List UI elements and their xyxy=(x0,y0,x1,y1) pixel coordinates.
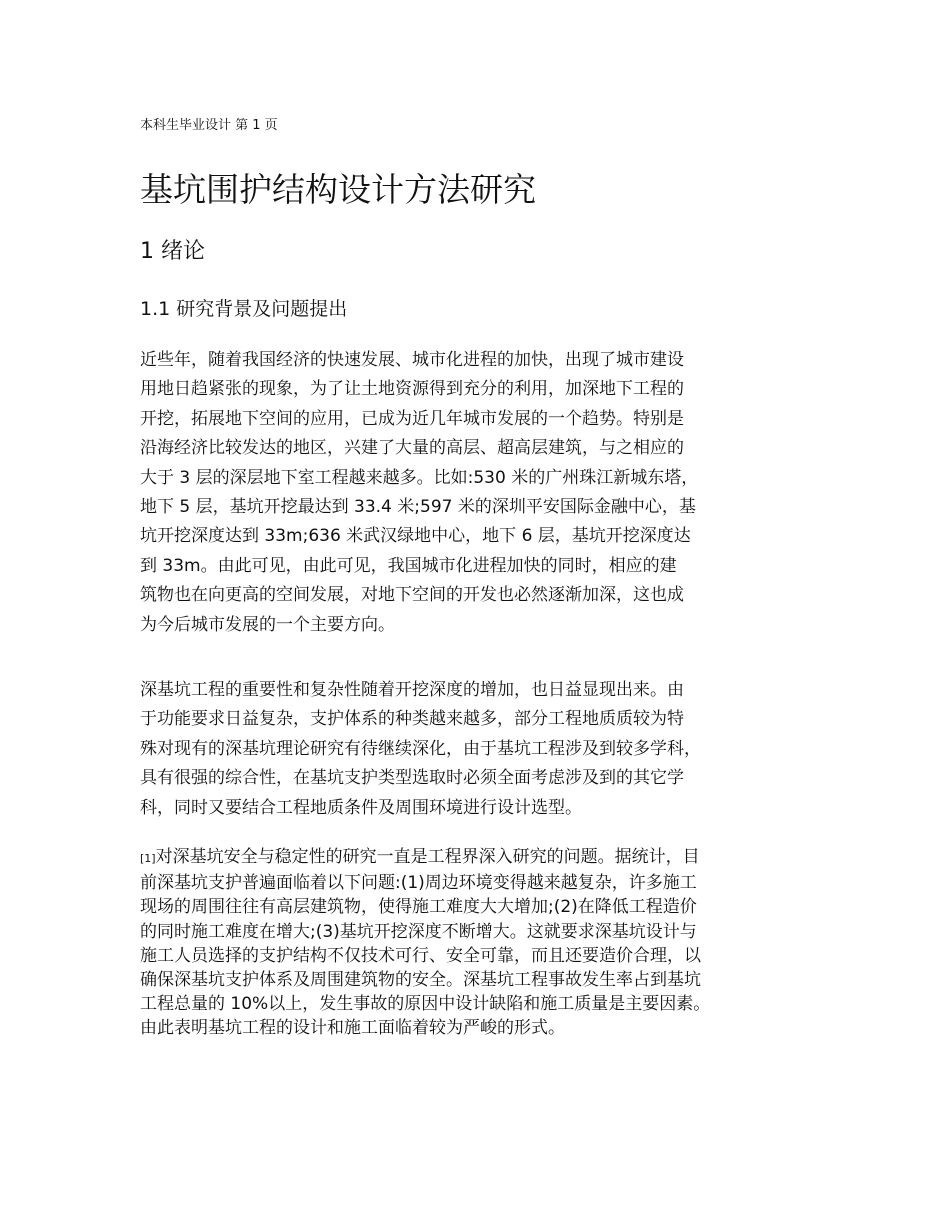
paragraph-3 xyxy=(140,845,830,1041)
paragraph-line: 科，同时又要结合工程地质条件及周围环境进行设计选型。 xyxy=(140,797,582,818)
paragraph-line: 由此表明基坑工程的设计和施工面临着较为严峻的形式。 xyxy=(140,1018,565,1039)
paragraph-line: 地下 5 层，基坑开挖最达到 33.4 米;597 米的深圳平安国际金融中心，基 xyxy=(140,497,696,518)
chapter-heading: 1 绪论 xyxy=(140,239,205,264)
paragraph-line: 施工人员选择的支护结构不仅技术可行、安全可靠，而且还要造价合理，以 xyxy=(140,945,701,966)
paragraph-line: 到 33m。由此可见，由此可见，我国城市化进程加快的同时，相应的建 xyxy=(140,555,677,576)
paragraph-line xyxy=(140,845,830,871)
paragraph-line: 大于 3 层的深层地下室工程越来越多。比如:530 米的广州珠江新城东塔， xyxy=(140,467,699,488)
paragraph-line: 殊对现有的深基坑理论研究有待继续深化，由于基坑工程涉及到较多学科， xyxy=(140,738,701,759)
page-header: 本科生毕业设计 第 1 页 xyxy=(140,118,278,133)
paragraph-line: 具有很强的综合性，在基坑支护类型选取时必须全面考虑涉及到的其它学 xyxy=(140,768,684,789)
paragraph-line: 于功能要求日益复杂，支护体系的种类越来越多，部分工程地质质较为特 xyxy=(140,709,684,730)
paragraph-line: 现场的周围往往有高层建筑物，使得施工难度大大增加;(2)在降低工程造价 xyxy=(140,897,697,918)
paragraph-line: 的同时施工难度在增大;(3)基坑开挖深度不断增大。这就要求深基坑设计与 xyxy=(140,921,697,942)
paragraph-first-line-text: 对深基坑安全与稳定性的研究一直是工程界深入研究的问题。据统计，目 xyxy=(155,847,700,867)
paragraph-line: 深基坑工程的重要性和复杂性随着开挖深度的增加，也日益显现出来。由 xyxy=(140,680,684,700)
paragraph-line: 近些年，随着我国经济的快速发展、城市化进程的加快，出现了城市建设 xyxy=(140,350,684,370)
paragraph-line: 筑物也在向更高的空间发展，对地下空间的开发也必然逐渐加深，这也成 xyxy=(140,585,684,606)
paragraph-2 xyxy=(140,676,830,823)
document-title: 基坑围护结构设计方法研究 xyxy=(140,170,536,209)
section-heading: 1.1 研究背景及问题提出 xyxy=(140,298,348,320)
paragraph-line: 确保深基坑支护体系及周围建筑物的安全。深基坑工程事故发生率占到基坑 xyxy=(140,970,701,991)
paragraph-line: 为今后城市发展的一个主要方向。 xyxy=(140,614,395,635)
paragraph-1 xyxy=(140,346,830,640)
paragraph-line: 工程总量的 10%以上，发生事故的原因中设计缺陷和施工质量是主要因素。 xyxy=(140,994,711,1015)
paragraph-line: 用地日趋紧张的现象，为了让土地资源得到充分的利用，加深地下工程的 xyxy=(140,379,684,400)
paragraph-line: 前深基坑支护普遍面临着以下问题:(1)周边环境变得越来越复杂，许多施工 xyxy=(140,873,697,894)
paragraph-line: 沿海经济比较发达的地区，兴建了大量的高层、超高层建筑，与之相应的 xyxy=(140,438,684,459)
paragraph-line: 开挖，拓展地下空间的应用，已成为近几年城市发展的一个趋势。特别是 xyxy=(140,408,684,429)
citation-marker: [1] xyxy=(140,852,156,865)
paragraph-line: 坑开挖深度达到 33m;636 米武汉绿地中心，地下 6 层，基坑开挖深度达 xyxy=(140,526,691,547)
